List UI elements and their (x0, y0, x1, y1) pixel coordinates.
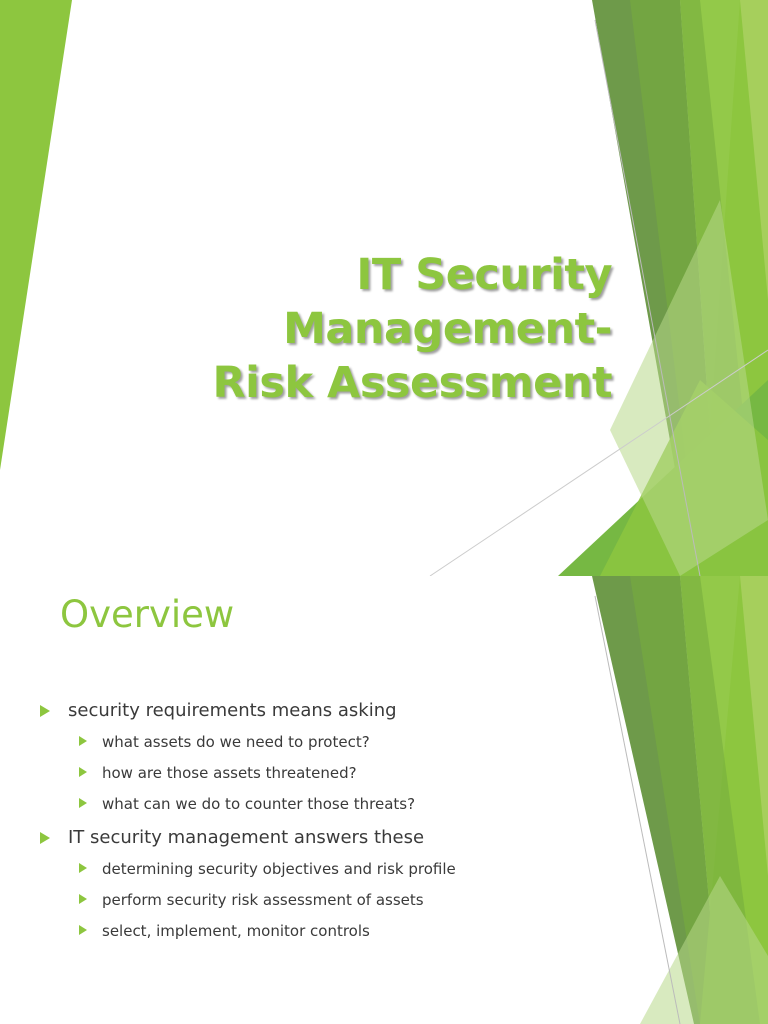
sub-bullet-item (40, 859, 600, 879)
sub-bullet-text: determining security objectives and risk profile (102, 860, 456, 878)
slide-title (40, 248, 612, 410)
sub-bullet-item (40, 921, 600, 941)
sub-bullet-text: what assets do we need to protect? (102, 733, 370, 751)
bullet-list (40, 700, 600, 952)
bullet-arrow-icon (79, 767, 87, 777)
bullet-arrow-icon (79, 863, 87, 873)
bullet-item (40, 700, 600, 722)
bullet-arrow-icon (40, 832, 50, 844)
sub-bullet-text: perform security risk assessment of assets (102, 891, 424, 909)
sub-bullet-text: what can we do to counter those threats? (102, 795, 416, 813)
sub-bullet-item (40, 794, 600, 814)
title-line-1: IT Security Management- (283, 250, 612, 354)
bullet-arrow-icon (79, 925, 87, 935)
overview-slide (0, 576, 768, 1024)
bullet-arrow-icon (40, 705, 50, 717)
bullet-text: security requirements means asking (68, 700, 397, 721)
bullet-text: IT security management answers these (68, 827, 425, 848)
bullet-arrow-icon (79, 894, 87, 904)
sub-bullet-text: select, implement, monitor controls (102, 922, 370, 940)
slide-heading: Overview (60, 593, 235, 636)
bullet-arrow-icon (79, 736, 87, 746)
bullet-arrow-icon (79, 798, 87, 808)
sub-bullet-item (40, 763, 600, 783)
sub-bullet-text: how are those assets threatened? (102, 764, 357, 782)
sub-bullet-item (40, 732, 600, 752)
bullet-item (40, 827, 600, 849)
sub-bullet-item (40, 890, 600, 910)
title-line-2: Risk Assessment (212, 358, 612, 408)
